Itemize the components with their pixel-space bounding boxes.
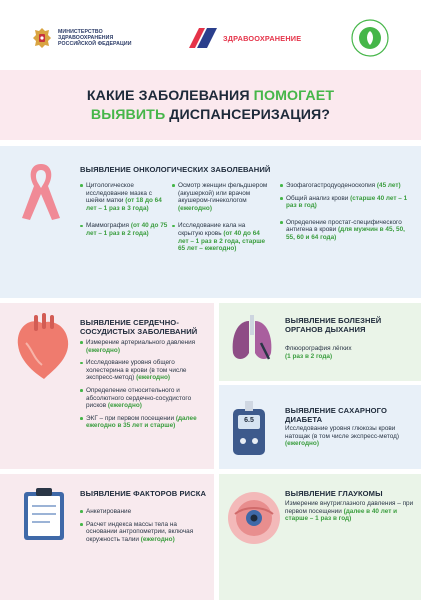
list-item: Измерение артериального давления (ежегодно)	[80, 339, 208, 354]
risk-factors-title: ВЫЯВЛЕНИЕ ФАКТОРОВ РИСКА	[80, 489, 207, 498]
oncology-column-2	[172, 182, 270, 258]
heart-organ-icon	[12, 313, 74, 383]
ministry-line: ЗДРАВООХРАНЕНИЯ	[58, 35, 114, 41]
list-item: Эзофагогастродуоденоскопия (45 лет)	[280, 182, 412, 190]
list-item: Маммография (от 40 до 75 лет – 1 раз в 2 года)	[80, 222, 168, 237]
glaucoma-text: Измерение внутриглазного давления – при первом посещении (далее в 40 лет и старше – 1 раз в год)	[285, 500, 414, 523]
ministry-logo	[30, 26, 132, 50]
respiratory-title: ВЫЯВЛЕНИЕ БОЛЕЗНЕЙ ОРГАНОВ ДЫХАНИЯ	[285, 316, 382, 334]
ministry-line: МИНИСТЕРСТВО	[58, 29, 103, 35]
title-dark-text: КАКИЕ ЗАБОЛЕВАНИЯ	[86, 88, 250, 104]
header	[0, 0, 421, 70]
list-item: Расчет индекса массы тела на основании антропометрии, включая окружность талии (ежегодно)	[80, 521, 208, 544]
ministry-name	[58, 29, 132, 47]
page-title-line-1	[0, 88, 421, 104]
list-item: Исследование кала на скрытую кровь (от 40 до 64 лет – 1 раз в 2 года, старше 65 лет – ежегодно)	[172, 222, 270, 252]
lungs-icon	[227, 313, 277, 365]
glucometer-reading: 6.5	[244, 417, 254, 424]
diabetes-text: Исследование уровня глюкозы крови натощак (в том числе экспресс-метод) (ежегодно)	[285, 425, 400, 448]
respiratory-text: Флюорография лёгких (1 раз в 2 года)	[285, 345, 352, 360]
oncology-column-1	[80, 182, 168, 243]
cardio-title: ВЫЯВЛЕНИЕ СЕРДЕЧНО-СОСУДИСТЫХ ЗАБОЛЕВАНИЙ	[80, 318, 198, 336]
glucometer-icon	[231, 399, 267, 457]
oncology-panel	[0, 146, 421, 298]
cardio-list	[80, 339, 208, 435]
list-item: Определение относительного и абсолютного сердечно-сосудистого рисков (ежегодно)	[80, 387, 208, 410]
list-item: Цитологическое исследование мазка с шейки матки (от 18 до 64 лет – 1 раз в 3 года)	[80, 182, 168, 212]
title-dark-text: ДИСПАНСЕРИЗАЦИЯ?	[169, 107, 331, 123]
ministry-line: РОССИЙСКОЙ ФЕДЕРАЦИИ	[58, 41, 132, 47]
cardio-panel	[0, 303, 214, 469]
cancer-ribbon-icon	[18, 160, 64, 222]
list-item: Определение простат-специфического антигена в крови (для мужчин в 45, 50, 55, 60 и 64 года)	[280, 219, 412, 242]
project-label: ЗДРАВООХРАНЕНИЕ	[223, 33, 302, 43]
project-logo	[189, 28, 301, 48]
glaucoma-panel	[219, 474, 421, 600]
project-emblem-icon	[189, 28, 217, 48]
page-title-line-2	[0, 107, 421, 123]
diabetes-panel	[219, 385, 421, 469]
title-area	[0, 70, 421, 140]
glaucoma-title: ВЫЯВЛЕНИЕ ГЛАУКОМЫ	[285, 489, 383, 498]
list-item: Осмотр женщин фельдшером (акушеркой) или врачом акушером-гинекологом (ежегодно)	[172, 182, 270, 212]
risk-factors-panel	[0, 474, 214, 600]
risk-factors-list	[80, 508, 208, 548]
respiratory-panel	[219, 303, 421, 381]
list-item: Исследование уровня общего холестерина в крови (в том числе экспресс-метод) (ежегодно)	[80, 359, 208, 382]
eye-icon	[225, 486, 283, 546]
list-item: Общий анализ крови (старше 40 лет – 1 раз в год)	[280, 195, 412, 210]
title-green-text: ВЫЯВИТЬ	[90, 107, 166, 123]
list-item: ЭКГ – при первом посещении (далее ежегодно в 35 лет и старше)	[80, 415, 208, 430]
oncology-column-3	[280, 182, 412, 247]
diabetes-title: ВЫЯВЛЕНИЕ САХАРНОГО ДИАБЕТА	[285, 406, 387, 424]
oncology-title: ВЫЯВЛЕНИЕ ОНКОЛОГИЧЕСКИХ ЗАБОЛЕВАНИЙ	[80, 165, 271, 174]
title-green-text: ПОМОГАЕТ	[253, 88, 335, 104]
healthy-lifestyle-logo-icon	[351, 19, 389, 57]
list-item: Анкетирование	[80, 508, 208, 516]
coat-of-arms-icon	[30, 26, 54, 50]
clipboard-icon	[22, 486, 66, 542]
